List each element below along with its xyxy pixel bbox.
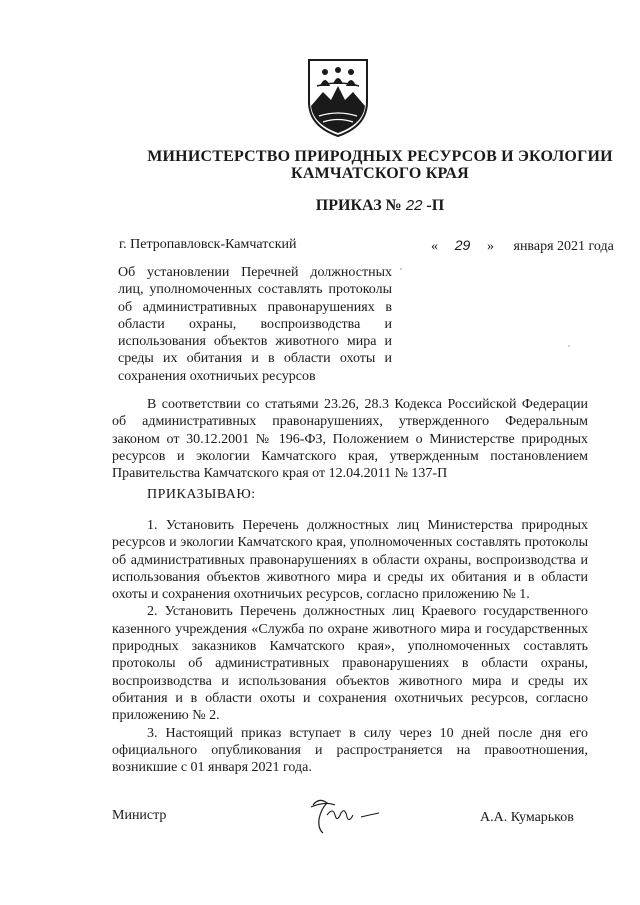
order-suffix: -П [426, 197, 445, 214]
order-items [112, 517, 588, 776]
date-quote-open: « [431, 239, 438, 254]
order-title [100, 197, 640, 215]
signer-title: Министр [112, 808, 167, 823]
ministry-name [100, 148, 640, 182]
order-number: 22 [405, 197, 423, 214]
scan-speck [568, 345, 570, 347]
date-day: 29 [454, 237, 471, 253]
date-month-year: января 2021 года [513, 239, 614, 254]
signer-name: А.А. Кумарьков [480, 810, 574, 825]
handwritten-signature-icon [305, 793, 385, 837]
order-prefix: ПРИКАЗ № [315, 197, 402, 214]
ministry-line-1: МИНИСТЕРСТВО ПРИРОДНЫХ РЕСУРСОВ И ЭКОЛОГИИ [147, 148, 613, 165]
order-item: 2. Установить Перечень должностных лиц Краевого государственного казенного учреждения «Служба по охране животного мира и государственных природных заказников Камчатского края», уполномоченных составлять протоколы об административных правонарушениях в области охраны, воспроизводства и использования объектов животного мира и среды их обитания и в области охоты и сохранения охотничьих ресурсов, согласно приложению № 2. [112, 604, 588, 724]
order-item: 3. Настоящий приказ вступает в силу через 10 дней после дня его официального опубликования и распространяется на правоотношения, возникшие с 01 января 2021 года. [112, 725, 588, 776]
scan-speck [400, 268, 402, 270]
decree-heading: ПРИКАЗЫВАЮ: [147, 487, 256, 502]
city-line: г. Петропавловск-Камчатский [119, 237, 297, 252]
order-subject: Об установлении Перечней должностных лиц, уполномоченных составлять протоколы об административных правонарушениях в области охраны, воспроизводства и использования объектов животного мира и среды их обитания и в области охоты и сохранения охотничьих ресурсов [118, 265, 392, 384]
coat-of-arms-icon [305, 56, 371, 140]
legal-basis-paragraph: В соответствии со статьями 23.26, 28.3 Кодекса Российской Федерации об административных правонарушениях, утвержденного Федеральным законом от 30.12.2001 № 196-ФЗ, Положением о Министерстве природных ресурсов и экологии Камчатского края, утвержденным постановлением Правительства Камчатского края от 12.04.2011 № 137-П [112, 397, 588, 482]
date-quote-close: » [487, 239, 494, 254]
ministry-line-2: КАМЧАТСКОГО КРАЯ [291, 165, 469, 182]
order-date [431, 237, 614, 255]
order-item: 1. Установить Перечень должностных лиц Министерства природных ресурсов и экологии Камчатского края, уполномоченных составлять протоколы об административных правонарушениях в области охраны, воспроизводства и использования объектов животного мира и среды их обитания и в области охоты и сохранения охотничьих ресурсов, согласно приложению № 1. [112, 518, 588, 603]
